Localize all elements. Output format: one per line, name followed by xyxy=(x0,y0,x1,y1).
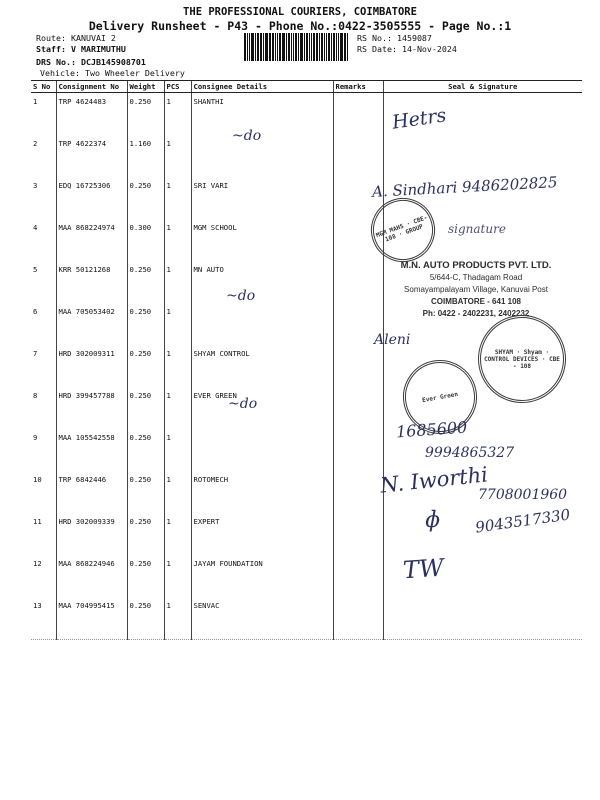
barcode-bar xyxy=(272,33,274,61)
cell-weight: 0.250 xyxy=(127,261,164,303)
barcode-bar xyxy=(304,33,305,61)
cell-consignment: KRR 50121268 xyxy=(56,261,127,303)
cell-consignee xyxy=(191,135,333,177)
cell-consignment: TRP 6842446 xyxy=(56,471,127,513)
barcode-bar xyxy=(257,33,259,61)
cell-remarks xyxy=(333,555,383,597)
cell-consignee: SHANTHI xyxy=(191,93,333,136)
signature-row9: ~do xyxy=(228,396,258,412)
barcode-bar xyxy=(263,33,264,61)
barcode-bar xyxy=(295,33,297,61)
cell-pcs: 1 xyxy=(164,597,191,640)
barcode-bar xyxy=(333,33,335,61)
table-header-row xyxy=(31,81,582,93)
cell-consignment: HRD 399457788 xyxy=(56,387,127,429)
cell-consignee: ROTOMECH xyxy=(191,471,333,513)
cell-remarks xyxy=(333,471,383,513)
barcode-bar xyxy=(331,33,332,61)
barcode-bar xyxy=(328,33,330,61)
cell-consignment: MAA 868224974 xyxy=(56,219,127,261)
cell-consignment: MAA 704995415 xyxy=(56,597,127,640)
barcode-bar xyxy=(291,33,292,61)
shyam-stamp xyxy=(478,315,566,403)
barcode-bar xyxy=(324,33,325,61)
table-row xyxy=(31,93,582,136)
mn-auto-stamp xyxy=(366,260,586,320)
barcode-bar xyxy=(298,33,299,61)
barcode-bar xyxy=(300,33,303,61)
cell-weight: 0.300 xyxy=(127,219,164,261)
cell-pcs: 1 xyxy=(164,513,191,555)
rs-number: RS No.: 1459087 xyxy=(357,33,432,43)
col-header-weight: Weight xyxy=(127,81,164,93)
barcode-bar xyxy=(338,33,339,61)
cell-remarks xyxy=(333,513,383,555)
col-header-consignee: Consignee Details xyxy=(191,81,333,93)
barcode-bar xyxy=(336,33,337,61)
cell-sno: 10 xyxy=(33,475,42,484)
signature-row12: 9043517330 xyxy=(474,505,572,537)
cell-weight: 0.250 xyxy=(127,555,164,597)
mn-auto-stamp-line2: 5/644-C, Thadagam Road xyxy=(429,273,523,282)
cell-consignee: MGM SCHOOL xyxy=(191,219,333,261)
cell-remarks xyxy=(333,93,383,136)
signature-row13: TW xyxy=(402,553,445,585)
evergreen-stamp-text: Ever Green xyxy=(421,390,459,404)
cell-consignment: MAA 705053402 xyxy=(56,303,127,345)
cell-consignment: TRP 4624483 xyxy=(56,93,127,136)
barcode-bar xyxy=(340,33,343,61)
cell-consignee xyxy=(191,303,333,345)
cell-consignee: JAYAM FOUNDATION xyxy=(191,555,333,597)
barcode-bar xyxy=(293,33,294,61)
cell-weight: 0.250 xyxy=(127,471,164,513)
barcode-bar xyxy=(313,33,315,61)
cell-pcs: 1 xyxy=(164,429,191,471)
cell-consignee: SHYAM CONTROL xyxy=(191,345,333,387)
cell-consignment: MAA 868224946 xyxy=(56,555,127,597)
cell-consignee: EVER GREEN xyxy=(191,387,333,429)
cell-sno: 4 xyxy=(33,223,38,232)
signature-row11-b: 7708001960 xyxy=(478,487,568,503)
cell-consignee: SENVAC xyxy=(191,597,333,640)
cell-sno: 5 xyxy=(33,265,38,274)
barcode-bar xyxy=(282,33,285,61)
barcode-bar xyxy=(277,33,278,61)
signature-row2: ~do xyxy=(232,128,262,144)
drs-number: DRS No.: DCJB145908701 xyxy=(36,57,146,67)
cell-consignment: HRD 302009311 xyxy=(56,345,127,387)
barcode-bar xyxy=(244,33,246,61)
staff-label: Staff: V MARIMUTHU xyxy=(36,44,126,54)
signature-row1: Hetrs xyxy=(390,104,448,134)
cell-pcs: 1 xyxy=(164,345,191,387)
cell-sno: 7 xyxy=(33,349,38,358)
cell-sno: 13 xyxy=(31,597,56,640)
signature-row6: ~do xyxy=(226,288,256,304)
barcode-bar xyxy=(260,33,262,61)
barcode-bar xyxy=(255,33,256,61)
cell-sno: 12 xyxy=(33,559,42,568)
mn-auto-stamp-line5: Ph: 0422 - 2402231, 2402232 xyxy=(422,309,530,318)
col-header-remarks: Remarks xyxy=(333,81,383,93)
col-header-pcs: PCS xyxy=(164,81,191,93)
signature-row10-a: 1685600 xyxy=(395,417,468,442)
barcode-bar xyxy=(249,33,250,61)
cell-consignment: EDQ 16725306 xyxy=(56,177,127,219)
cell-pcs: 1 xyxy=(164,555,191,597)
cell-pcs: 1 xyxy=(164,135,191,177)
cell-consignee: SRI VARI xyxy=(191,177,333,219)
signature-row7: Aleni xyxy=(374,332,411,348)
table-row xyxy=(31,597,582,640)
barcode-bar xyxy=(326,33,327,61)
company-title: THE PROFESSIONAL COURIERS, COIMBATORE xyxy=(183,6,417,18)
cell-remarks xyxy=(333,597,383,640)
barcode-bar xyxy=(275,33,276,61)
cell-sno: 6 xyxy=(33,307,38,316)
signature-row3: A. Sindhari 9486202825 xyxy=(371,173,558,201)
cell-remarks xyxy=(333,387,383,429)
cell-sno: 9 xyxy=(33,433,38,442)
barcode-bar xyxy=(309,33,310,61)
cell-consignment: HRD 302009339 xyxy=(56,513,127,555)
cell-sno: 8 xyxy=(33,391,38,400)
col-header-consignment: Consignment No xyxy=(56,81,127,93)
table-row xyxy=(31,135,582,177)
rs-date: RS Date: 14-Nov-2024 xyxy=(357,44,457,54)
cell-weight: 0.250 xyxy=(127,513,164,555)
col-header-sno: S No xyxy=(31,81,56,93)
cell-pcs: 1 xyxy=(164,261,191,303)
cell-consignee: EXPERT xyxy=(191,513,333,555)
signature-row11-a: N. Iworthi xyxy=(379,462,489,498)
cell-seal xyxy=(383,135,582,177)
cell-sno: 11 xyxy=(33,517,42,526)
barcode-bar xyxy=(321,33,324,61)
cell-weight: 0.250 xyxy=(127,345,164,387)
cell-pcs: 1 xyxy=(164,471,191,513)
cell-weight: 0.250 xyxy=(127,387,164,429)
shyam-stamp-text: SHYAM · Shyam · CONTROL DEVICES · CBE - 108 xyxy=(484,348,560,370)
cell-sno: 2 xyxy=(33,139,38,148)
table-row xyxy=(31,555,582,597)
barcode-bar xyxy=(347,33,348,61)
cell-remarks xyxy=(333,345,383,387)
cell-pcs: 1 xyxy=(164,303,191,345)
signature-row12-mark: ɸ xyxy=(425,508,441,533)
route-label: Route: KANUVAI 2 xyxy=(36,33,116,43)
cell-remarks xyxy=(333,135,383,177)
barcode-bar xyxy=(306,33,308,61)
signature-row10-b: 9994865327 xyxy=(425,445,515,461)
barcode-bar xyxy=(265,33,268,61)
mn-auto-stamp-line1: M.N. AUTO PRODUCTS PVT. LTD. xyxy=(400,260,552,271)
barcode-bar xyxy=(270,33,271,61)
cell-weight: 0.250 xyxy=(127,429,164,471)
mgm-stamp-text: MGM MAHS · CBE-108 · GROUP xyxy=(375,214,429,244)
cell-weight: 1.160 xyxy=(127,135,164,177)
barcode-bar xyxy=(279,33,281,61)
cell-weight: 0.250 xyxy=(127,303,164,345)
barcode-bar xyxy=(286,33,287,61)
cell-weight: 0.250 xyxy=(127,177,164,219)
barcode-bar xyxy=(316,33,318,61)
runsheet-title: Delivery Runsheet - P43 - Phone No.:0422-3505555 - Page No.:1 xyxy=(88,19,512,33)
cell-consignee: MN AUTO xyxy=(191,261,333,303)
cell-consignee xyxy=(191,429,333,471)
barcode-bar xyxy=(344,33,346,61)
vehicle-label: Vehicle: Two Wheeler Delivery xyxy=(40,68,185,78)
cell-sno: 3 xyxy=(33,181,38,190)
cell-sno: 1 xyxy=(33,97,38,106)
barcode-bar xyxy=(319,33,320,61)
barcode-bar xyxy=(311,33,312,61)
cell-consignment: TRP 4622374 xyxy=(56,135,127,177)
cell-weight: 0.250 xyxy=(127,93,164,136)
cell-pcs: 1 xyxy=(164,177,191,219)
barcode-bar xyxy=(251,33,254,61)
cell-weight: 0.250 xyxy=(127,597,164,640)
col-header-signature: Seal & Signature xyxy=(383,81,582,93)
barcode xyxy=(244,33,349,61)
barcode-bar xyxy=(269,33,270,61)
cell-remarks xyxy=(333,429,383,471)
cell-pcs: 1 xyxy=(164,93,191,136)
cell-consignment: MAA 105542558 xyxy=(56,429,127,471)
cell-pcs: 1 xyxy=(164,219,191,261)
barcode-bar xyxy=(288,33,290,61)
cell-seal xyxy=(383,597,582,640)
barcode-bar xyxy=(247,33,248,61)
signature-row4: signature xyxy=(448,222,506,236)
cell-pcs: 1 xyxy=(164,387,191,429)
mn-auto-stamp-line3: Somayampalayam Village, Kanuvai Post xyxy=(404,285,548,294)
mn-auto-stamp-line4: COIMBATORE - 641 108 xyxy=(431,297,521,306)
